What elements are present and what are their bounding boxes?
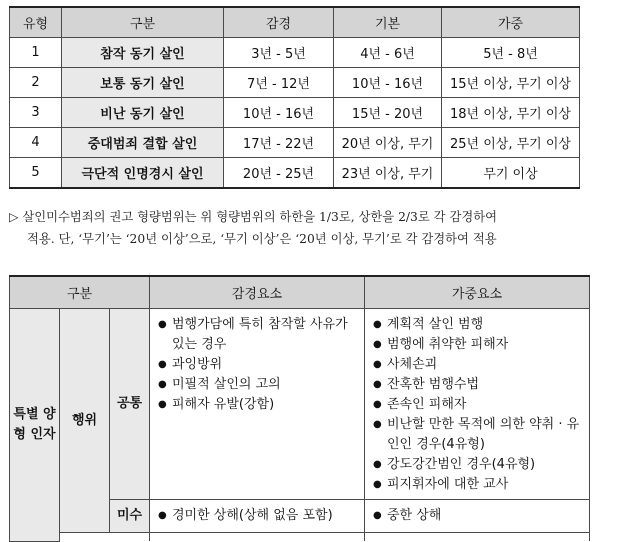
basic-range: 23년 이상, 무기: [334, 158, 442, 189]
list-item: ● 범행가담에 특히 참작할 사유가 있는 경우: [158, 315, 356, 355]
header-mitigated: 감경: [224, 7, 334, 38]
table-header-row: [10, 7, 580, 38]
header-mitigating-factors: 감경요소: [150, 276, 365, 309]
table-row: [10, 98, 580, 128]
attempt-note: [9, 206, 609, 250]
common-label: 공통: [110, 309, 150, 500]
category-name: 비난 동기 살인: [62, 98, 224, 128]
type-number: 5: [10, 158, 62, 189]
note-line-2: 적용. 단, ‘무기’는 ‘20년 이상’으로, ‘무기 이상’은 ‘20년 이상, 무기’로 각 감경하여 적용: [27, 232, 497, 246]
table-row: [10, 38, 580, 68]
aggravated-range: 15년 이상, 무기 이상: [442, 68, 580, 98]
list-item: ● 존속인 피해자: [373, 395, 581, 415]
conduct-label: 행위: [60, 309, 110, 533]
list-item: ● 비난할 만한 목적에 의한 약취 · 유인인 경우(4유형): [373, 415, 581, 455]
list-item: ● 피지휘자에 대한 교사: [373, 475, 581, 495]
aggravated-range: 무기 이상: [442, 158, 580, 189]
table-row-cutoff: [10, 533, 590, 542]
header-aggravating-factors: 가중요소: [365, 276, 590, 309]
type-number: 2: [10, 68, 62, 98]
note-marker-icon: ▷: [9, 210, 19, 224]
table-header-row: [10, 276, 590, 309]
attempt-aggravating-list: [373, 506, 581, 526]
mitigated-range: 7년 - 12년: [224, 68, 334, 98]
type-number: 1: [10, 38, 62, 68]
list-item: ● 경미한 상해(상해 없음 포함): [158, 506, 356, 526]
list-item: ● 계획적 살인 범행: [373, 315, 581, 335]
list-item: ● 중한 상해: [373, 506, 581, 526]
header-basic: 기본: [334, 7, 442, 38]
aggravated-range: 5년 - 8년: [442, 38, 580, 68]
common-aggravating-cell: [365, 309, 590, 500]
mitigated-range: 10년 - 16년: [224, 98, 334, 128]
table-row: [10, 128, 580, 158]
type-number: 4: [10, 128, 62, 158]
category-name: 극단적 인명경시 살인: [62, 158, 224, 189]
sentencing-range-table: [9, 6, 580, 189]
attempt-mitigating-list: [158, 506, 356, 526]
table-row: [10, 309, 590, 500]
list-item: ● 사체손괴: [373, 355, 581, 375]
header-category: 구분: [10, 276, 150, 309]
list-item: ● 과잉방위: [158, 355, 356, 375]
sentencing-factors-table: [9, 275, 590, 542]
basic-range: 15년 - 20년: [334, 98, 442, 128]
cutoff-cell: [60, 533, 150, 542]
list-item: ● 잔혹한 범행수법: [373, 375, 581, 395]
mitigated-range: 17년 - 22년: [224, 128, 334, 158]
basic-range: 20년 이상, 무기: [334, 128, 442, 158]
aggravated-range: 25년 이상, 무기 이상: [442, 128, 580, 158]
common-mitigating-cell: [150, 309, 365, 500]
category-name: 중대범죄 결합 살인: [62, 128, 224, 158]
mitigated-range: 20년 - 25년: [224, 158, 334, 189]
header-aggravated: 가중: [442, 7, 580, 38]
note-text-1: 살인미수범죄의 권고 형량범위는 위 형량범위의 하한을 1/3로, 상한을 2/3로 각 감경하여: [22, 210, 497, 224]
table-row: [10, 68, 580, 98]
list-item: ● 범행에 취약한 피해자: [373, 335, 581, 355]
common-aggravating-list: [373, 315, 581, 495]
common-mitigating-list: [158, 315, 356, 415]
header-type: 유형: [10, 7, 62, 38]
list-item: ● 강도강간범인 경우(4유형): [373, 455, 581, 475]
attempt-label: 미수: [110, 500, 150, 533]
cutoff-cell: [365, 533, 590, 542]
category-name: 보통 동기 살인: [62, 68, 224, 98]
special-factor-label: 특별 양형 인자: [10, 309, 60, 542]
note-line-1: [9, 206, 609, 228]
basic-range: 10년 - 16년: [334, 68, 442, 98]
table-row: [10, 158, 580, 189]
type-number: 3: [10, 98, 62, 128]
mitigated-range: 3년 - 5년: [224, 38, 334, 68]
list-item: ● 미필적 살인의 고의: [158, 375, 356, 395]
cutoff-cell: [150, 533, 365, 542]
list-item: ● 피해자 유발(강함): [158, 395, 356, 415]
basic-range: 4년 - 6년: [334, 38, 442, 68]
header-category: 구분: [62, 7, 224, 38]
aggravated-range: 18년 이상, 무기 이상: [442, 98, 580, 128]
category-name: 참작 동기 살인: [62, 38, 224, 68]
